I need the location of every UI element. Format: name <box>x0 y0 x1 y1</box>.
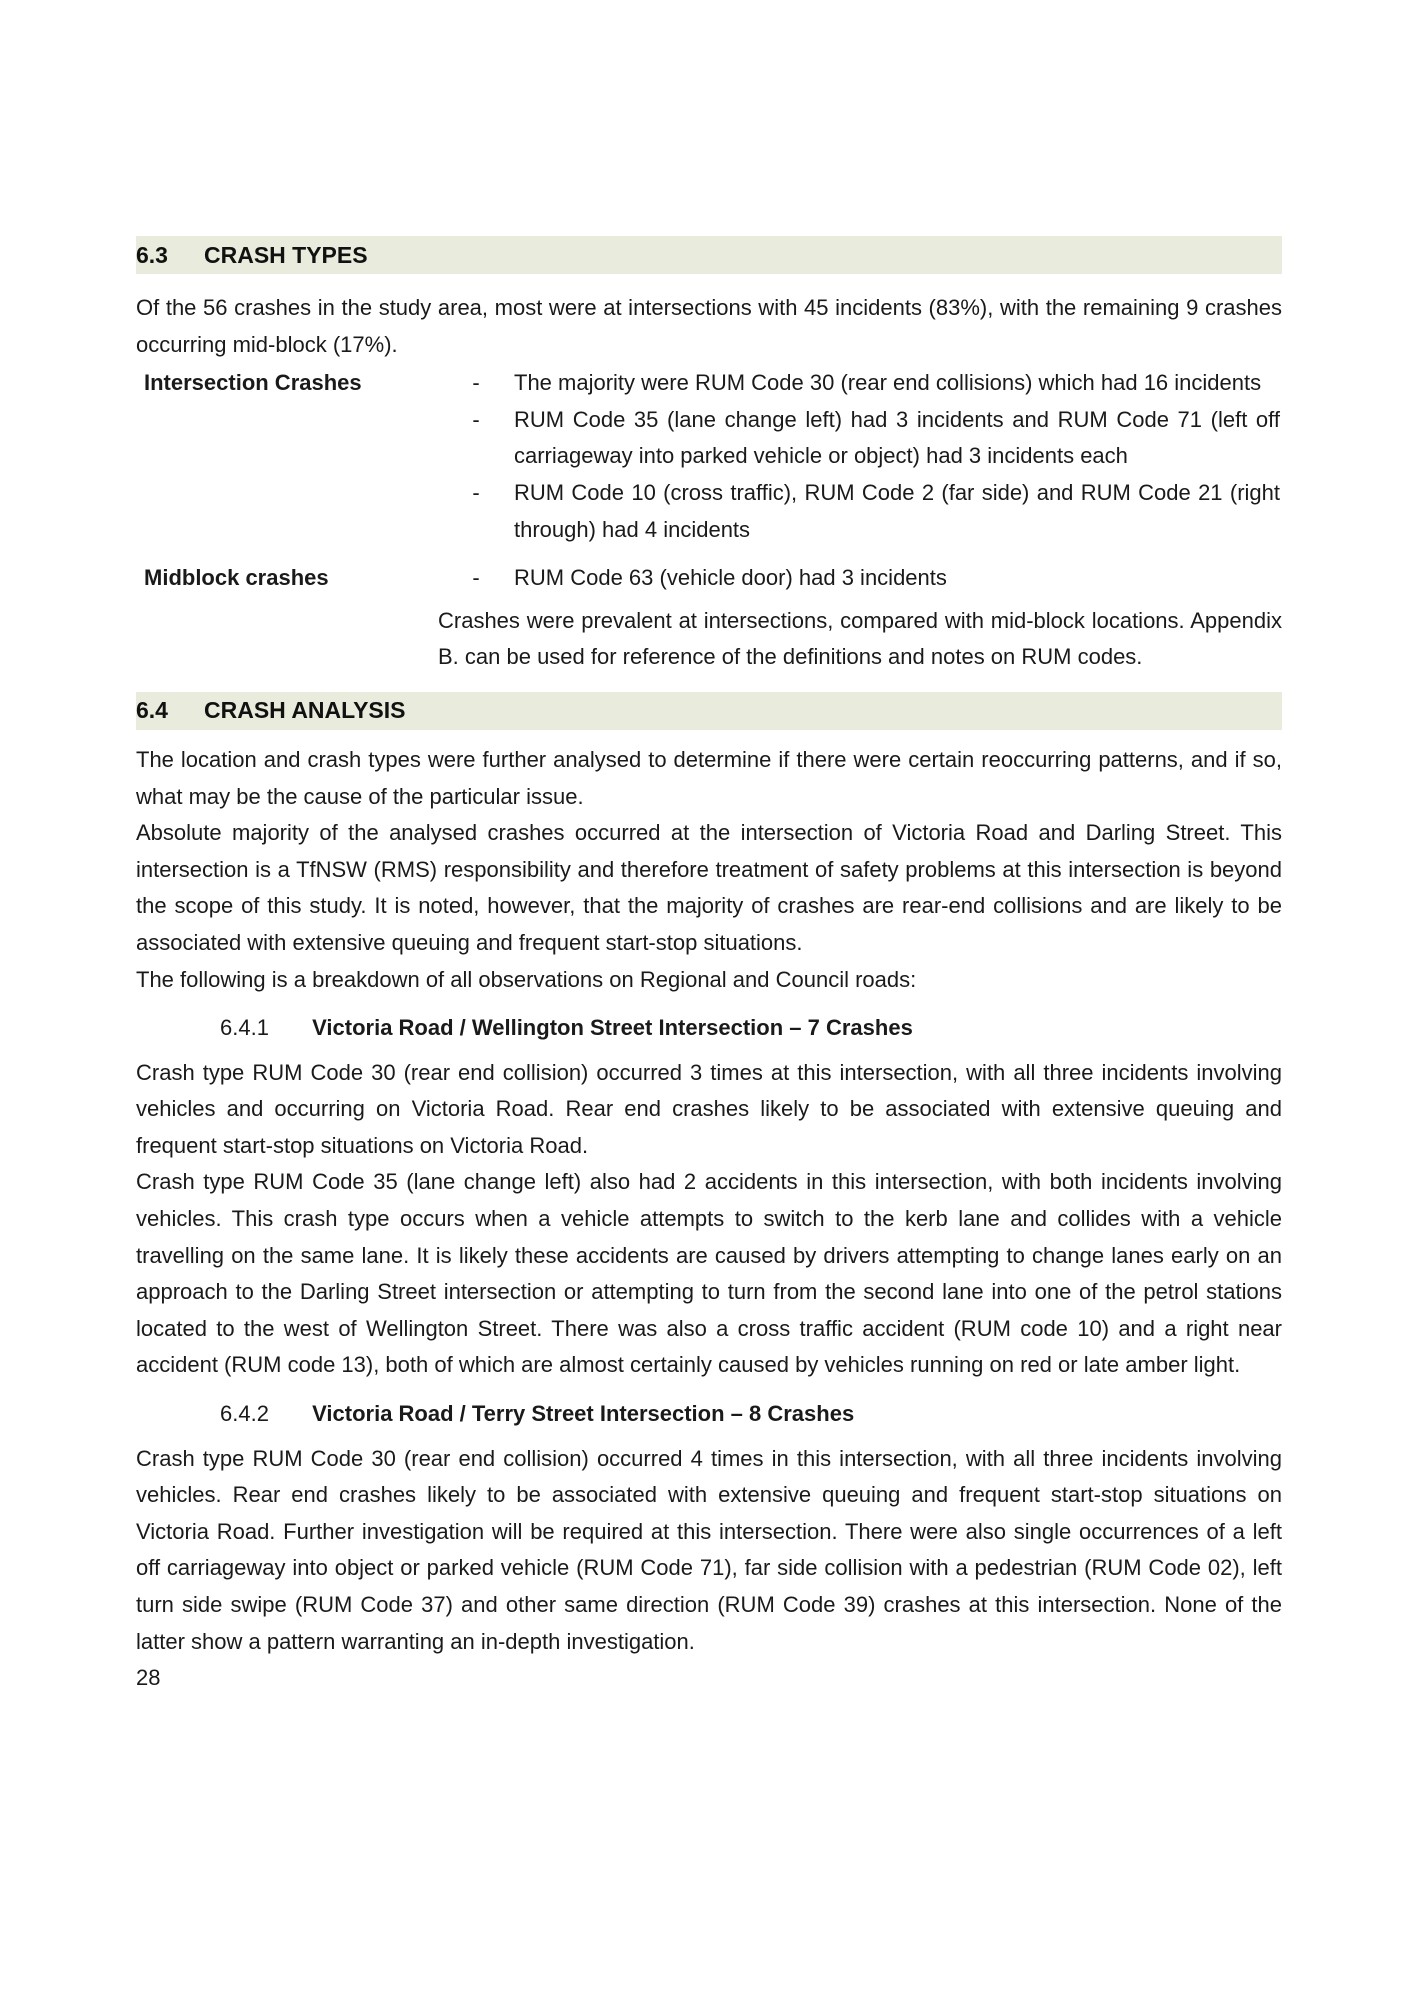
subsection-number: 6.4.1 <box>220 1015 269 1041</box>
section-title: CRASH ANALYSIS <box>204 697 406 724</box>
subsection-6-4-1-para-1: Crash type RUM Code 30 (rear end collision) occurred 3 times at this intersection, with all three incidents involving vehicles and occurring on Victoria Road. Rear end crashes likely to be associated with extensive queuing and frequent start-stop situations on Victoria Road. <box>136 1059 1282 1158</box>
crash-analysis-para-3: The following is a breakdown of all observations on Regional and Council roads: <box>136 966 917 992</box>
bullet-dash: - <box>472 479 480 505</box>
list-item-text: The majority were RUM Code 30 (rear end collisions) which had 16 incidents <box>514 370 1262 396</box>
subsection-heading-6-4-1 <box>136 1010 1282 1047</box>
page-content <box>136 236 1282 1697</box>
subsection-heading-6-4-2 <box>136 1396 1282 1433</box>
page-number: 28 <box>136 1665 161 1691</box>
midblock-crashes-list <box>438 560 1282 597</box>
list-item <box>438 560 1282 597</box>
list-item-text: RUM Code 35 (lane change left) had 3 incidents and RUM Code 71 (left off carriageway into parked vehicle or object) had 3 incidents each <box>514 406 1280 469</box>
section-number: 6.4 <box>136 697 168 724</box>
crash-analysis-para-2: Absolute majority of the analysed crashes occurred at the intersection of Victoria Road and Darling Street. This intersection is a TfNSW (RMS) responsibility and therefore treatment of safety problems at this intersection is beyond the scope of this study. It is noted, however, that the majority of crashes are rear-end collisions and are likely to be associated with extensive queuing and frequent start-stop situations. <box>136 820 1282 955</box>
crash-types-intro: Of the 56 crashes in the study area, most were at intersections with 45 incidents (83%), with the remaining 9 crashes occurring mid-block (17%). <box>136 295 1282 357</box>
section-heading-6-3 <box>136 236 1282 274</box>
section-number: 6.3 <box>136 241 168 268</box>
bullet-dash: - <box>472 565 480 591</box>
subsection-title: Victoria Road / Wellington Street Intersection – 7 Crashes <box>312 1015 913 1041</box>
subsection-number: 6.4.2 <box>220 1401 269 1427</box>
subsection-6-4-2-para-1: Crash type RUM Code 30 (rear end collision) occurred 4 times in this intersection, with all three incidents involving vehicles. Rear end crashes likely to be associated with extensive queuing and frequent start-stop situations on Victoria Road. Further investigation will be required at this intersection. There were also single occurrences of a left off carriageway into object or parked vehicle (RUM Code 71), far side collision with a pedestrian (RUM Code 02), left turn side swipe (RUM Code 37) and other same direction (RUM Code 39) crashes at this intersection. None of the latter show a pattern warranting an in-depth investigation. <box>136 1445 1282 1654</box>
list-item <box>438 475 1282 548</box>
list-item <box>438 402 1282 475</box>
midblock-crashes-block <box>136 560 1282 597</box>
subsection-6-4-1-para-2: Crash type RUM Code 35 (lane change left) also had 2 accidents in this intersection, with both incidents involving vehicles. This crash type occurs when a vehicle attempts to switch to the kerb lane and collides with a vehicle travelling on the same lane. It is likely these accidents are caused by drivers attempting to change lanes early on an approach to the Darling Street intersection or attempting to turn from the second lane into one of the petrol stations located to the west of Wellington Street. There was also a cross traffic accident (RUM code 10) and a right near accident (RUM code 13), both of which are almost certainly caused by vehicles running on red or late amber light. <box>136 1169 1282 1378</box>
section-heading-6-4 <box>136 692 1282 730</box>
list-item-text: RUM Code 63 (vehicle door) had 3 incidents <box>514 565 947 591</box>
bullet-dash: - <box>472 370 480 396</box>
list-item-text: RUM Code 10 (cross traffic), RUM Code 2 (far side) and RUM Code 21 (right through) had 4 incidents <box>514 479 1280 542</box>
section-title: CRASH TYPES <box>204 241 368 268</box>
crash-types-closing: Crashes were prevalent at intersections, compared with mid-block locations. Appendix B. can be used for reference of the definitions and notes on RUM codes. <box>438 607 1282 670</box>
intersection-crashes-label: Intersection Crashes <box>144 370 362 396</box>
list-item <box>438 365 1282 402</box>
subsection-title: Victoria Road / Terry Street Intersection – 8 Crashes <box>312 1401 855 1427</box>
bullet-dash: - <box>472 406 480 432</box>
crash-analysis-para-1: The location and crash types were further analysed to determine if there were certain reoccurring patterns, and if so, what may be the cause of the particular issue. <box>136 746 1282 809</box>
intersection-crashes-block <box>136 365 1282 548</box>
midblock-crashes-label: Midblock crashes <box>144 565 329 591</box>
intersection-crashes-list <box>438 365 1282 548</box>
